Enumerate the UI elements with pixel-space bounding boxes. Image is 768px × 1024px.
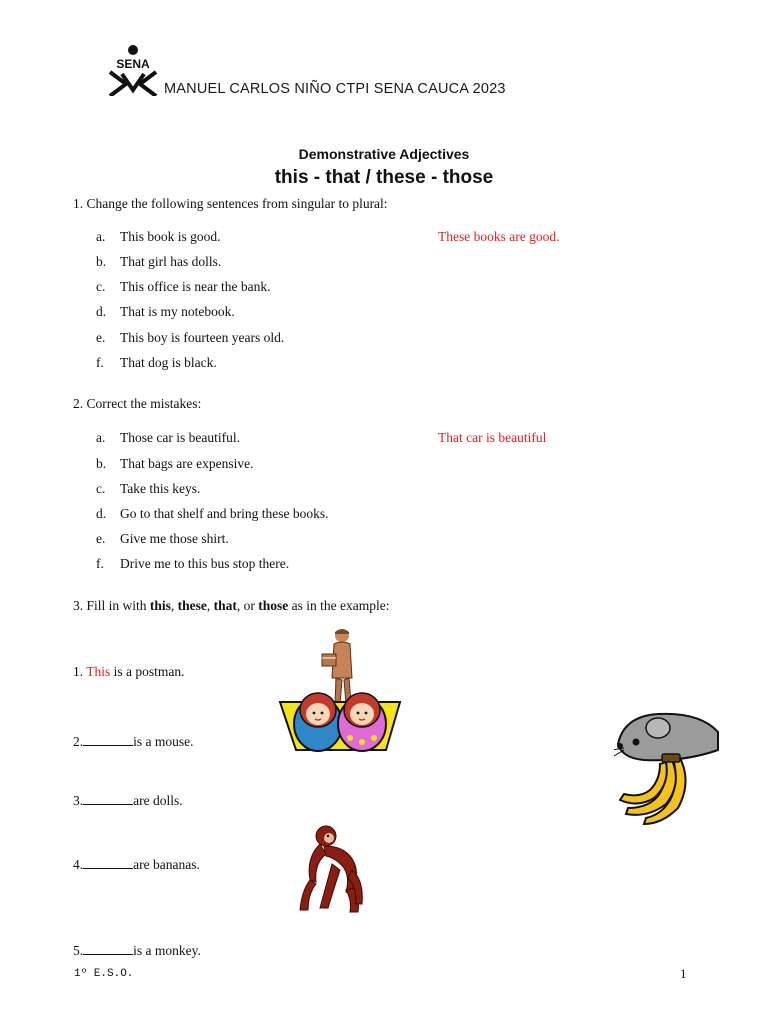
- section1-prompt: 1. Change the following sentences from singular to plural:: [73, 196, 388, 211]
- fill-item: 2. is a mouse.: [73, 734, 194, 749]
- section2-prompt: 2. Correct the mistakes:: [73, 396, 202, 411]
- example-answer: That car is beautiful: [438, 430, 547, 445]
- list-item: a. Those car is beautiful.: [96, 430, 240, 445]
- worksheet-title: this - that / these - those: [274, 167, 494, 188]
- fill-item: 3. are dolls.: [73, 793, 183, 808]
- list-item: f. That dog is black.: [96, 355, 217, 370]
- list-item: e. This boy is fourteen years old.: [96, 330, 285, 345]
- answer-blank[interactable]: [83, 793, 133, 805]
- worksheet-subtitle: Demonstrative Adjectives: [298, 146, 470, 162]
- list-item: e. Give me those shirt.: [96, 531, 229, 546]
- monkey-image: [296, 824, 366, 914]
- fill-item: 4. are bananas.: [73, 857, 200, 872]
- footer-course: 1º E.S.O.: [74, 968, 134, 980]
- fill-item: 5. is a monkey.: [73, 943, 201, 958]
- list-item: d. Go to that shelf and bring these books.: [96, 506, 329, 521]
- answer-blank[interactable]: [83, 857, 133, 869]
- list-item: b. That bags are expensive.: [96, 456, 254, 471]
- list-item: c. This office is near the bank.: [96, 279, 271, 294]
- list-item: b. That girl has dolls.: [96, 254, 222, 269]
- fill-item-example: 1. This is a postman.: [73, 664, 185, 679]
- list-item: a. This book is good.: [96, 229, 221, 244]
- list-item: d. That is my notebook.: [96, 304, 235, 319]
- section3-prompt: 3. Fill in with this, these, that, or those as in the example:: [73, 598, 390, 613]
- bananas-image: [618, 752, 696, 828]
- page-number: 1: [680, 966, 687, 981]
- answer-blank[interactable]: [83, 734, 133, 746]
- document-header: MANUEL CARLOS NIÑO CTPI SENA CAUCA 2023: [164, 81, 506, 97]
- list-item: f. Drive me to this bus stop there.: [96, 556, 290, 571]
- answer-blank[interactable]: [83, 943, 133, 955]
- logo-text: SENA: [116, 57, 150, 71]
- example-answer: These books are good.: [438, 229, 560, 244]
- dolls-image: [278, 686, 402, 752]
- sena-logo: [104, 44, 162, 96]
- list-item: c. Take this keys.: [96, 481, 201, 496]
